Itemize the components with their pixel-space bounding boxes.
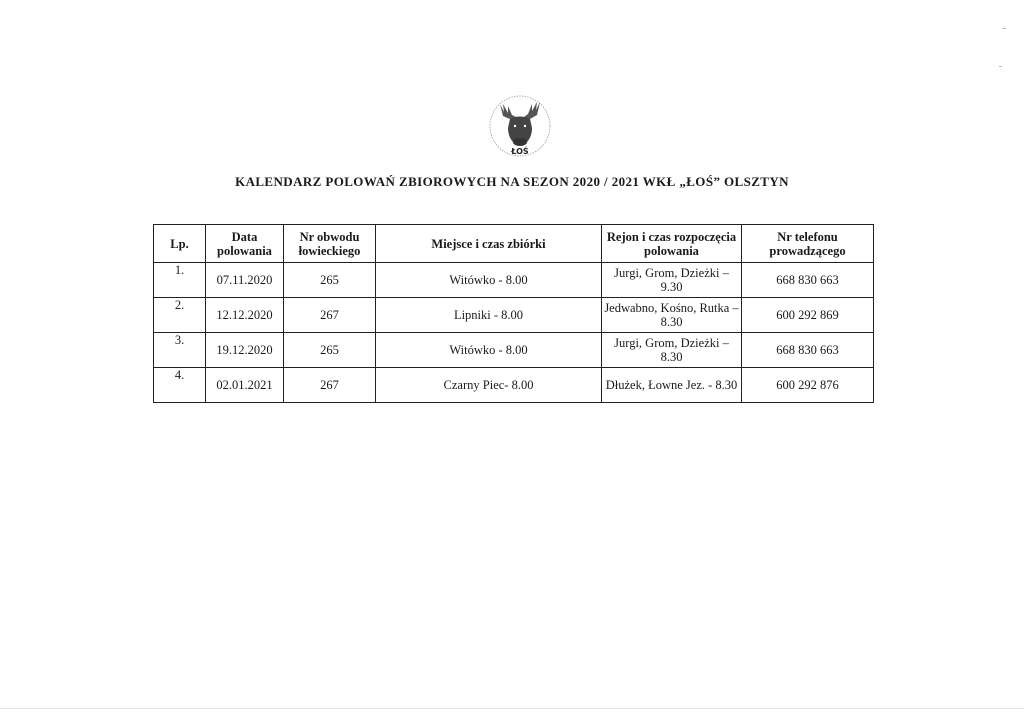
header-meeting: Miejsce i czas zbiórki — [376, 225, 602, 263]
row-date: 07.11.2020 — [206, 263, 284, 298]
row-phone: 600 292 869 — [742, 298, 874, 333]
row-phone: 600 292 876 — [742, 368, 874, 403]
table-row — [154, 368, 874, 403]
row-area: 265 — [284, 333, 376, 368]
table-row — [154, 298, 874, 333]
row-lp: 3. — [154, 333, 206, 368]
row-meeting: Witówko - 8.00 — [376, 333, 602, 368]
row-meeting: Czarny Piec- 8.00 — [376, 368, 602, 403]
row-area: 267 — [284, 298, 376, 333]
row-date: 12.12.2020 — [206, 298, 284, 333]
hunt-calendar-table — [153, 224, 874, 403]
logo-text: ŁOŚ — [511, 147, 529, 156]
page-title: KALENDARZ POLOWAŃ ZBIOROWYCH NA SEZON 2020 / 2021 WKŁ „ŁOŚ” OLSZTYN — [235, 174, 789, 189]
header-phone: Nr telefonu prowadzącego — [742, 225, 874, 263]
scan-speck — [999, 66, 1002, 67]
row-date: 02.01.2021 — [206, 368, 284, 403]
row-meeting: Witówko - 8.00 — [376, 263, 602, 298]
header-region: Rejon i czas rozpoczęcia polowania — [602, 225, 742, 263]
row-region: Jedwabno, Kośno, Rutka – 8.30 — [602, 298, 742, 333]
table-header-row — [154, 225, 874, 263]
header-area: Nr obwodu łowieckiego — [284, 225, 376, 263]
scan-edge-line — [0, 708, 1024, 709]
row-phone: 668 830 663 — [742, 263, 874, 298]
table-row — [154, 333, 874, 368]
row-area: 265 — [284, 263, 376, 298]
row-lp: 2. — [154, 298, 206, 333]
row-meeting: Lipniki - 8.00 — [376, 298, 602, 333]
header-date: Data polowania — [206, 225, 284, 263]
row-date: 19.12.2020 — [206, 333, 284, 368]
row-region: Dłużek, Łowne Jez. - 8.30 — [602, 368, 742, 403]
row-region: Jurgi, Grom, Dzieżki – 9.30 — [602, 263, 742, 298]
scan-speck — [1003, 28, 1006, 29]
table-row — [154, 263, 874, 298]
row-phone: 668 830 663 — [742, 333, 874, 368]
moose-head-icon — [470, 92, 570, 164]
row-lp: 4. — [154, 368, 206, 403]
header-lp: Lp. — [154, 225, 206, 263]
row-lp: 1. — [154, 263, 206, 298]
row-area: 267 — [284, 368, 376, 403]
club-logo — [470, 92, 570, 164]
row-region: Jurgi, Grom, Dzieżki – 8.30 — [602, 333, 742, 368]
